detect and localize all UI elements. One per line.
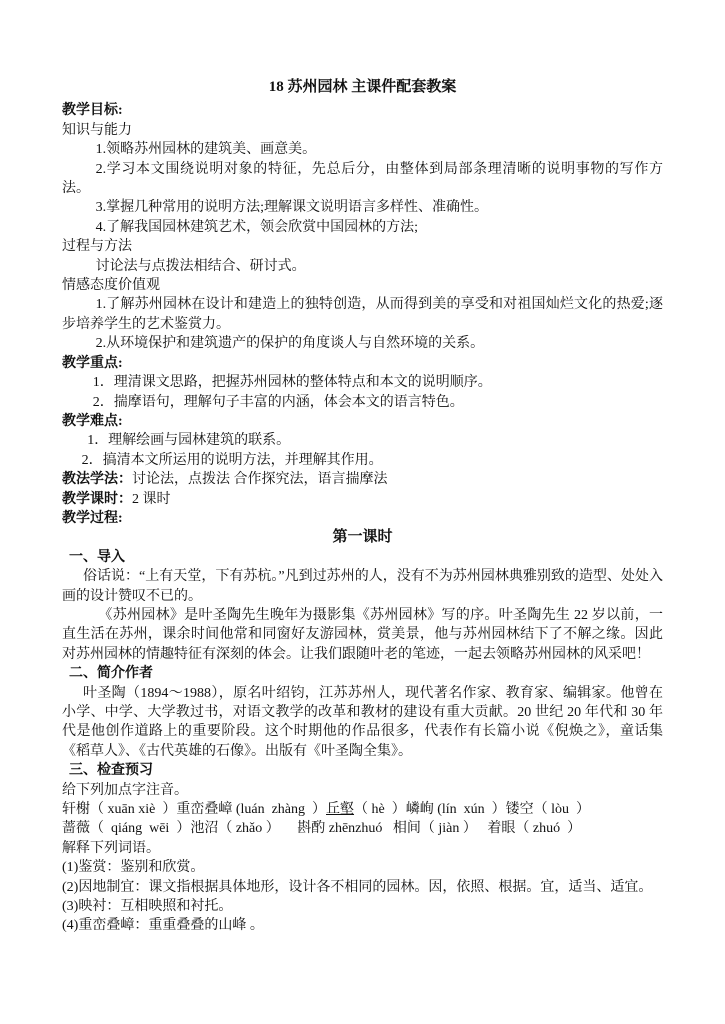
definition-item: (2)因地制宜：课文指根据具体地形，设计各不相同的园林。因，依照、根据。宜，适当、适宜。 <box>62 879 653 895</box>
inline-text: 2 课时 <box>132 491 171 507</box>
definition-item: (3)映衬：互相映照和衬托。 <box>62 899 233 915</box>
list-item: 4.了解我国园林建筑艺术，领会欣赏中国园林的方法; <box>95 219 418 235</box>
labeled-line <box>62 490 663 509</box>
inline-text: （ hè ）嶙峋 (lín xún ）镂空（ lòu ） <box>354 802 591 818</box>
list-item: 1．理清课文思路，把握苏州园林的整体特点和本文的说明顺序。 <box>92 375 492 391</box>
list-item: 2．搞清本文所运用的说明方法，并理解其作用。 <box>81 452 383 468</box>
list-item: 2.学习本文围绕说明对象的特征，先总后分，由整体到局部条理清晰的说明事物的写作方法。 <box>62 161 663 197</box>
sub-label: 知识与能力 <box>62 122 132 138</box>
body-paragraph: 解释下列词语。 <box>62 840 160 856</box>
section-label: 教学难点: <box>62 413 123 429</box>
list-item: 2．揣摩语句，理解句子丰富的内涵，体会本文的语言特色。 <box>92 394 464 410</box>
body-paragraph: 俗话说：“上有天堂，下有苏杭。”凡到过苏州的人，没有不为苏州园林典雅别致的造型、处处入画的设计赞叹不已的。 <box>62 569 663 604</box>
inline-text: 轩榭（ xuān xiè ）重峦叠嶂 (luán zhàng ） <box>62 802 327 818</box>
section-label: 教学重点: <box>62 355 123 371</box>
list-item: 1.领略苏州园林的建筑美、画意美。 <box>95 142 317 158</box>
inline-label: 教学课时： <box>62 491 132 507</box>
doc-title: 18 苏州园林 主课件配套教案 <box>268 79 457 95</box>
list-item: 2.从环境保护和建筑遗产的保护的角度谈人与自然环境的关系。 <box>95 336 485 352</box>
labeled-line <box>62 470 663 489</box>
pinyin-line <box>62 800 663 819</box>
body-paragraph: 叶圣陶（1894～1988），原名叶绍钧，江苏苏州人，现代著名作家、教育家、编辑家。他曾在小学、中学、大学教过书，对语文教学的改革和教材的建设有重大贡献。20 世纪 20 年代和 30 年代是他创作道路上的重要阶段。这个时期他的作品很多，代表作有长篇小说《倪焕之》，童话集《稻草人》、《古代英雄的石像》。出版有《叶圣陶全集》。 <box>62 685 663 759</box>
inline-label: 教法学法： <box>62 472 132 488</box>
section-label: 教学过程: <box>62 510 123 526</box>
section-heading: 二、简介作者 <box>69 666 153 682</box>
pinyin-line: 蔷薇（ qiáng wēi ）池沼（ zhǎo ） 斟酌 zhēnzhuó 相间（ jiàn ） 着眼（ zhuó ） <box>62 821 582 837</box>
body-paragraph: 讨论法与点拨法相结合、研讨式。 <box>95 258 306 274</box>
lesson-heading: 第一课时 <box>332 529 393 546</box>
body-paragraph: 给下列加点字注音。 <box>62 782 188 798</box>
definition-item: (1)鉴赏：鉴别和欣赏。 <box>62 860 205 876</box>
sub-label: 过程与方法 <box>62 239 132 255</box>
list-item: 1.了解苏州园林在设计和建造上的独特创造，从而得到美的享受和对祖国灿烂文化的热爱;逐步培养学生的艺术鉴赏力。 <box>62 297 663 332</box>
list-item: 3.掌握几种常用的说明方法;理解课文说明语言多样性、准确性。 <box>95 200 488 216</box>
body-paragraph: 《苏州园林》是叶圣陶先生晚年为摄影集《苏州园林》写的序。叶圣陶先生 22 岁以前，一直生活在苏州，课余时间他常和同窗好友游园林，赏美景，他与苏州园林结下了不解之缘。因此对苏州园林的情趣特征有深刻的体会。让我们跟随叶老的笔迹，一起去领略苏州园林的风采吧！ <box>62 607 663 662</box>
sub-label: 情感态度价值观 <box>62 278 160 294</box>
definition-item: (4)重峦叠嶂：重重叠叠的山峰 。 <box>62 918 264 934</box>
section-heading: 一、导入 <box>69 549 125 565</box>
section-label: 教学目标: <box>62 103 123 119</box>
section-heading: 三、检查预习 <box>69 763 153 779</box>
inline-text: 讨论法，点拨法 合作探究法，语言揣摩法 <box>132 472 388 488</box>
list-item: 1．理解绘画与园林建筑的联系。 <box>87 433 291 449</box>
underlined-term: 丘壑 <box>326 802 355 818</box>
